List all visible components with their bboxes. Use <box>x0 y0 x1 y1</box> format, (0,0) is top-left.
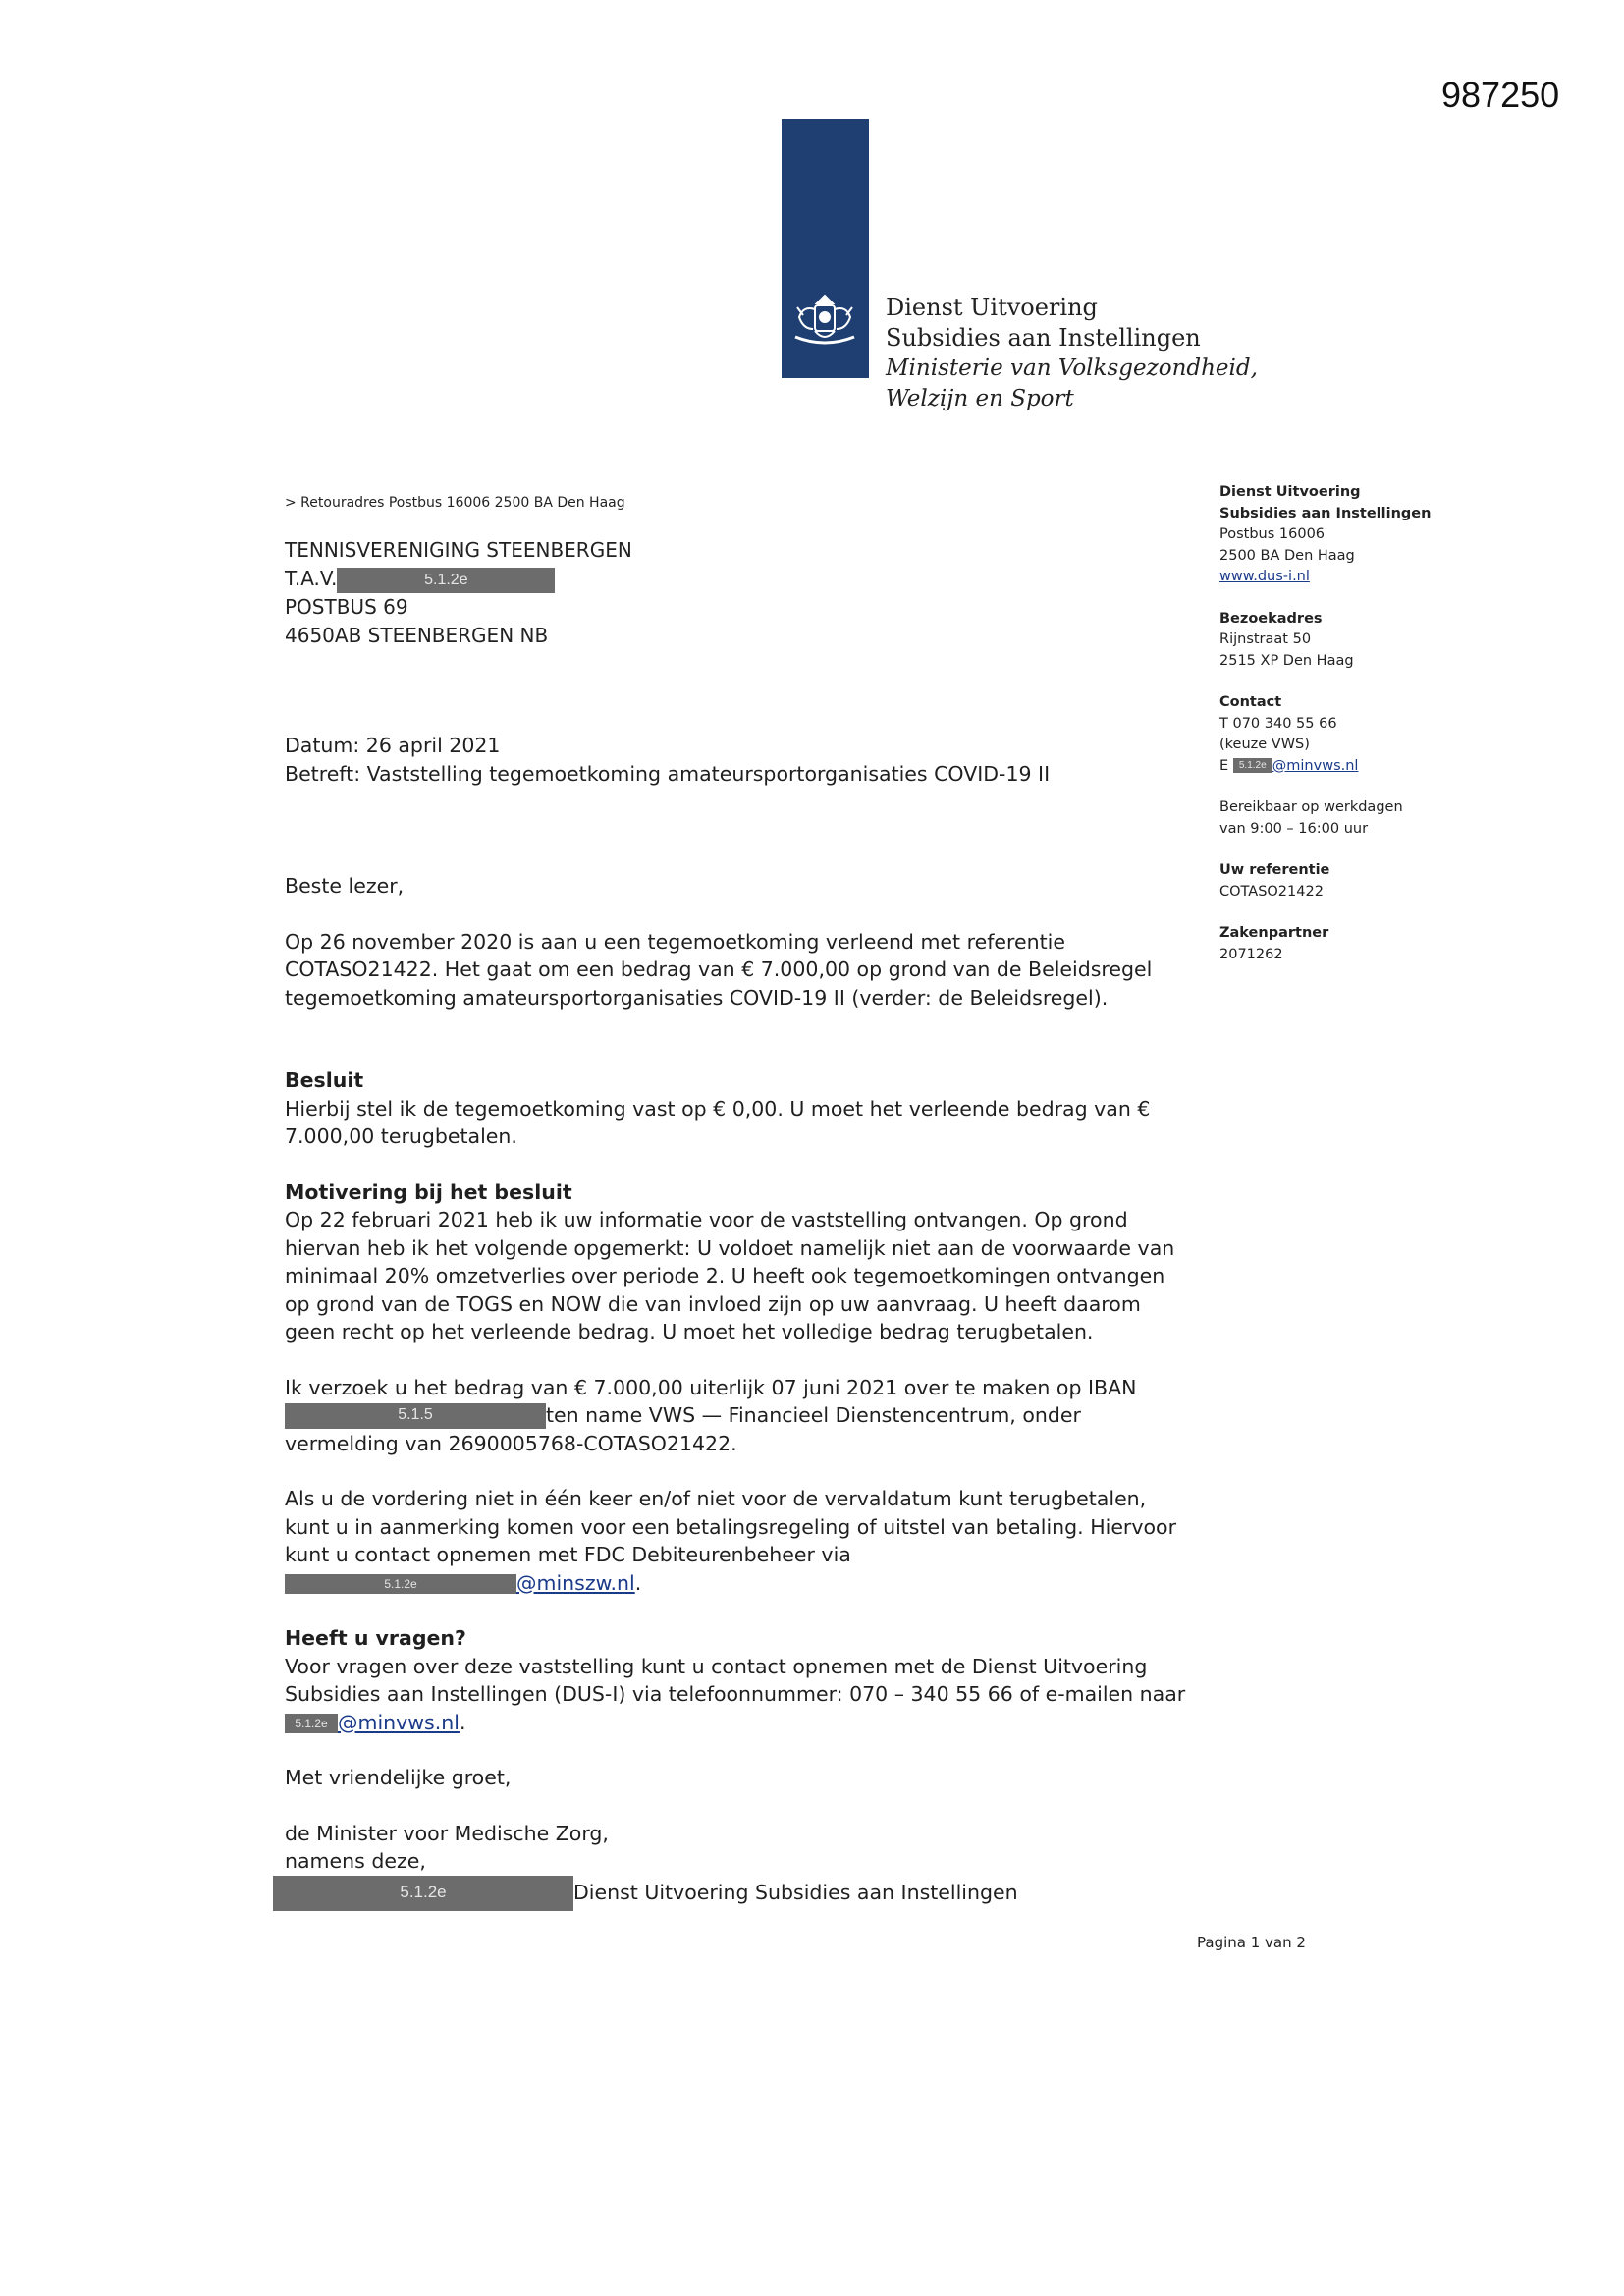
fdc-email-link[interactable]: @minszw.nl <box>516 1570 635 1595</box>
decision-paragraph: Hierbij stel ik de tegemoetkoming vast op € 0,00. U moet het verleende bedrag van € 7.000,00 terugbetalen. <box>285 1096 1151 1148</box>
hours-line-2: van 9:00 – 16:00 uur <box>1219 820 1369 837</box>
redaction-box: 5.1.2e <box>1233 758 1272 773</box>
reference-value: COTASO21422 <box>1219 883 1324 900</box>
redaction-box: 5.1.2e <box>337 568 555 593</box>
questions-email-link[interactable]: @minvws.nl <box>338 1710 460 1734</box>
redaction-box: 5.1.2e <box>285 1574 516 1594</box>
questions-heading: Heeft u vragen? <box>285 1626 466 1650</box>
logo-line-4: Welzijn en Sport <box>886 386 1074 411</box>
sidebar-postbus: Postbus 16006 <box>1219 526 1326 542</box>
partner-heading: Zakenpartner <box>1219 925 1329 941</box>
arrangement-text: Als u de vordering niet in één keer en/of niet voor de vervaldatum kunt terugbetalen, kunt u in aanmerking komen voor een betalingsregeling of uitstel van betaling. Hiervoor kunt u contact opnemen met FDC Debiteurenbeheer via <box>285 1487 1177 1566</box>
questions-text: Voor vragen over deze vaststelling kunt u contact opnemen met de Dienst Uitvoering Subsidies aan Instellingen (DUS-I) via telefoonnummer: 070 – 340 55 66 of e-mailen naar <box>285 1654 1186 1706</box>
contact-heading: Contact <box>1219 694 1282 710</box>
signatory-org: Dienst Uitvoering Subsidies aan Instellingen <box>573 1880 1018 1904</box>
letter-subject: Betreft: Vaststelling tegemoetkoming amateursportorganisaties COVID-19 II <box>285 761 1051 786</box>
decision-heading: Besluit <box>285 1068 364 1092</box>
email-domain-link[interactable]: @minvws.nl <box>1272 757 1359 774</box>
logo-bar <box>782 119 869 378</box>
signatory-line-2: namens deze, <box>285 1849 426 1873</box>
email-prefix: E <box>1219 757 1229 774</box>
signatory-line-3 <box>273 1876 1188 1911</box>
recipient-name: TENNISVERENIGING STEENBERGEN <box>285 538 632 562</box>
sender-sidebar <box>1219 482 1514 965</box>
logo-line-1: Dienst Uitvoering <box>886 294 1098 321</box>
motivation-heading: Motivering bij het besluit <box>285 1179 572 1204</box>
signatory-line-1: de Minister voor Medische Zorg, <box>285 1821 609 1845</box>
logo-line-2: Subsidies aan Instellingen <box>886 324 1201 352</box>
logo-line-3: Ministerie van Volksgezondheid, <box>886 355 1258 381</box>
recipient-address <box>285 536 632 650</box>
salutation: Beste lezer, <box>285 874 405 898</box>
contact-email <box>1219 756 1514 778</box>
hours-line-1: Bereikbaar op werkdagen <box>1219 799 1403 815</box>
letter-body <box>285 732 1188 1911</box>
partner-value: 2071262 <box>1219 946 1283 962</box>
coat-of-arms-icon <box>789 286 861 355</box>
document-number: 987250 <box>1441 75 1560 115</box>
recipient-postbus: POSTBUS 69 <box>285 595 408 619</box>
closing: Met vriendelijke groet, <box>285 1766 512 1789</box>
sidebar-org-line-2: Subsidies aan Instellingen <box>1219 505 1432 521</box>
recipient-attn <box>285 565 632 593</box>
recipient-city: 4650AB STEENBERGEN NB <box>285 624 549 647</box>
contact-phone: T 070 340 55 66 <box>1219 715 1337 732</box>
payment-text-2: ten name VWS — Financieel Dienstencentrum, onder vermelding van 2690005768-COTASO21422. <box>285 1403 1081 1455</box>
questions-paragraph: Voor vragen over deze vaststelling kunt u contact opnemen met de Dienst Uitvoering Subsidies aan Instellingen (DUS-I) via telefoonnummer: 070 – 340 55 66 of e-mailen naar 5.1.2e @minvws.nl. <box>285 1654 1186 1734</box>
redaction-box: 5.1.2e <box>273 1876 573 1911</box>
letter-date: Datum: 26 april 2021 <box>285 734 501 757</box>
sidebar-org-line-1: Dienst Uitvoering <box>1219 484 1361 500</box>
arrangement-paragraph: Als u de vordering niet in één keer en/of niet voor de vervaldatum kunt terugbetalen, kunt u in aanmerking komen voor een betalingsregeling of uitstel van betaling. Hiervoor kunt u contact opnemen met FDC Debiteurenbeheer via 5.1.2e @minszw.nl. <box>285 1487 1177 1595</box>
visit-street: Rijnstraat 50 <box>1219 631 1312 647</box>
visit-city: 2515 XP Den Haag <box>1219 652 1354 669</box>
return-address: > Retouradres Postbus 16006 2500 BA Den Haag <box>285 495 625 511</box>
redaction-box: 5.1.5 <box>285 1403 546 1429</box>
payment-paragraph <box>285 1374 1188 1458</box>
redaction-box: 5.1.2e <box>285 1714 338 1733</box>
contact-phone-note: (keuze VWS) <box>1219 737 1310 752</box>
sidebar-city: 2500 BA Den Haag <box>1219 547 1355 564</box>
intro-paragraph: Op 26 november 2020 is aan u een tegemoetkoming verleend met referentie COTASO21422. Het gaat om een bedrag van € 7.000,00 op grond van de Beleidsregel tegemoetkoming amateursportorganisaties COVID-19 II (verder: de Beleidsregel). <box>285 929 1153 1010</box>
logo-wordmark <box>886 293 1258 414</box>
payment-text-1: Ik verzoek u het bedrag van € 7.000,00 uiterlijk 07 juni 2021 over te maken op IBAN <box>285 1375 1137 1399</box>
motivation-paragraph: Op 22 februari 2021 heb ik uw informatie voor de vaststelling ontvangen. Op grond hiervan heb ik het volgende opgemerkt: U voldoet namelijk niet aan de voorwaarde van minimaal 20% omzetverlies over periode 2. U heeft ook tegemoetkomingen ontvangen op grond van de TOGS en NOW die van invloed zijn op uw aanvraag. U heeft daarom geen recht op het verleende bedrag. U moet het volledige bedrag terugbetalen. <box>285 1208 1175 1343</box>
attn-prefix: T.A.V. <box>285 567 338 590</box>
website-link[interactable]: www.dus-i.nl <box>1219 569 1310 584</box>
page-indicator: Pagina 1 van 2 <box>1197 1934 1306 1951</box>
visit-heading: Bezoekadres <box>1219 610 1323 627</box>
reference-heading: Uw referentie <box>1219 862 1330 878</box>
